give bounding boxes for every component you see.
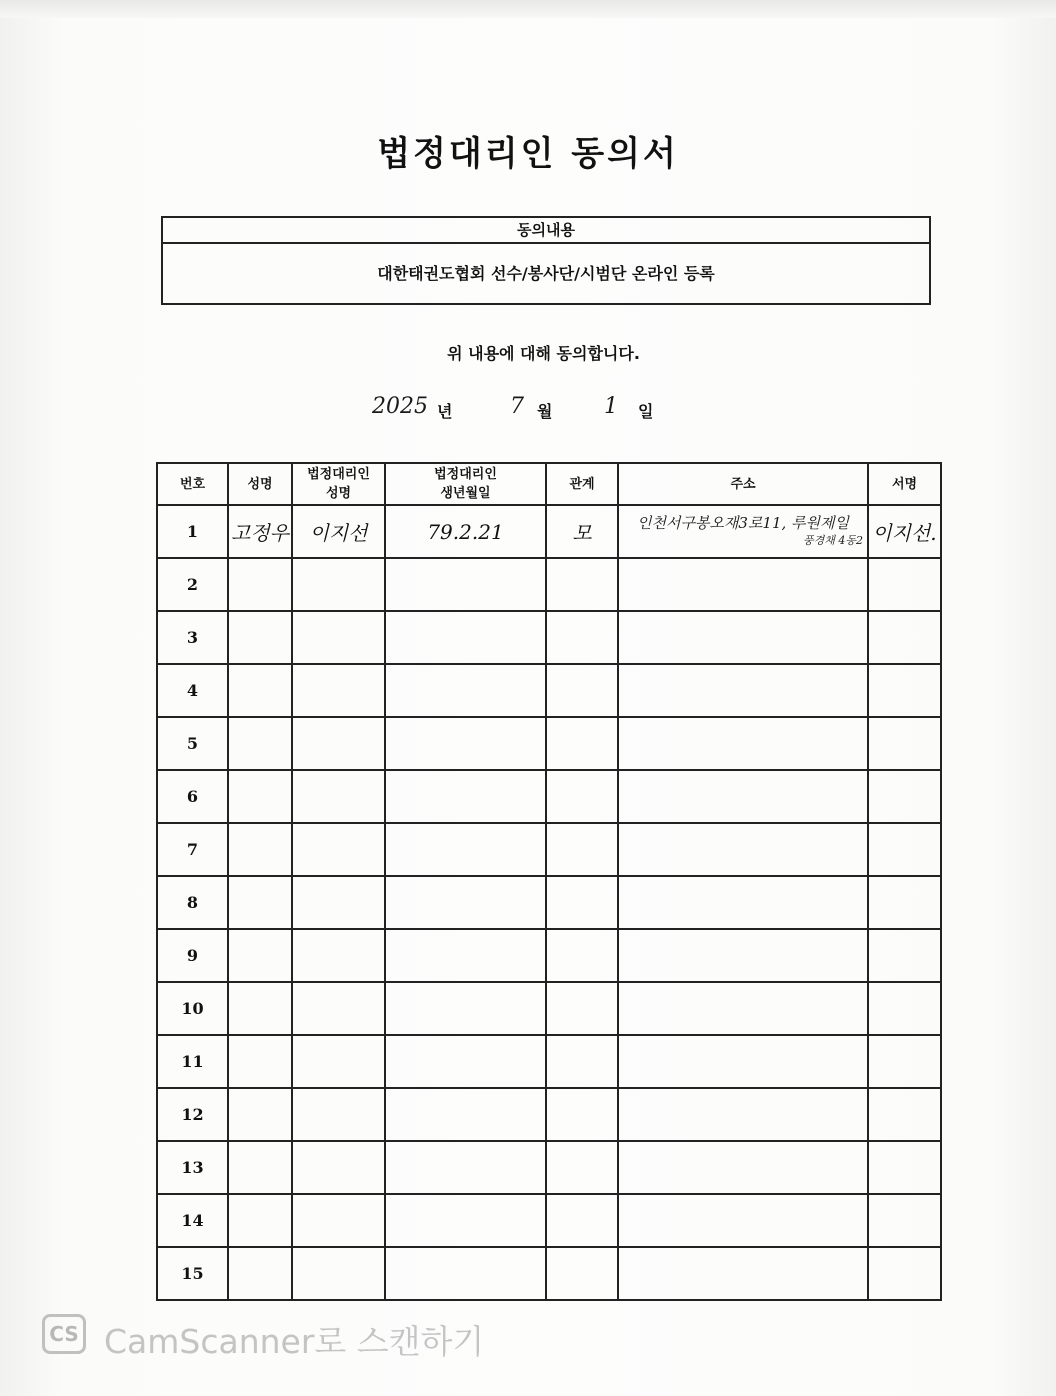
cell-name <box>228 876 292 929</box>
header-relation: 관계 <box>546 463 618 505</box>
cell-name <box>228 717 292 770</box>
cell-guardian-name <box>292 1247 385 1300</box>
cell-guardian-name <box>292 1035 385 1088</box>
row-number: 12 <box>157 1088 228 1141</box>
cell-address <box>618 770 868 823</box>
cell-name <box>228 770 292 823</box>
cell-address <box>618 505 868 558</box>
cell-guardian-birth <box>385 982 546 1035</box>
cell-name <box>228 558 292 611</box>
cell-signature <box>868 770 941 823</box>
row-number: 11 <box>157 1035 228 1088</box>
table-row <box>157 876 941 929</box>
cell-relation <box>546 611 618 664</box>
date-day: 1 <box>604 394 618 419</box>
cell-guardian-name <box>292 823 385 876</box>
date-year: 2025 <box>372 394 428 419</box>
cell-relation <box>546 717 618 770</box>
row-number: 4 <box>157 664 228 717</box>
row-number: 6 <box>157 770 228 823</box>
camscanner-text: CamScanner로 스캔하기 <box>104 1322 485 1361</box>
cell-address <box>618 717 868 770</box>
row-number: 15 <box>157 1247 228 1300</box>
document-title: 법정대리인 동의서 <box>377 134 679 174</box>
table-row <box>157 929 941 982</box>
cell-signature <box>868 558 941 611</box>
row-number: 8 <box>157 876 228 929</box>
address-line-1: 인천서구봉오재3로11, 루원제일 <box>636 513 850 532</box>
header-signature: 서명 <box>868 463 941 505</box>
cell-relation <box>546 770 618 823</box>
row-number: 10 <box>157 982 228 1035</box>
table-row <box>157 982 941 1035</box>
cell-address <box>618 558 868 611</box>
table-row <box>157 558 941 611</box>
cell-name <box>228 611 292 664</box>
cell-signature <box>868 1035 941 1088</box>
cell-name: 고정우 <box>228 505 292 558</box>
row-number: 2 <box>157 558 228 611</box>
cell-name <box>228 823 292 876</box>
date-day-label: 일 <box>638 402 654 421</box>
cell-guardian-birth <box>385 611 546 664</box>
cell-name <box>228 1247 292 1300</box>
cell-guardian-birth <box>385 558 546 611</box>
cell-guardian-birth <box>385 1141 546 1194</box>
cell-address <box>618 982 868 1035</box>
date-year-label: 년 <box>437 402 453 421</box>
cell-relation <box>546 1035 618 1088</box>
cell-name <box>228 1088 292 1141</box>
cell-signature <box>868 929 941 982</box>
cell-guardian-birth <box>385 1247 546 1300</box>
cell-name <box>228 1194 292 1247</box>
cell-guardian-name <box>292 982 385 1035</box>
camscanner-logo-icon: CS <box>42 1314 86 1354</box>
cell-name <box>228 1035 292 1088</box>
cell-relation <box>546 664 618 717</box>
table-row <box>157 664 941 717</box>
cell-guardian-birth <box>385 1088 546 1141</box>
cell-relation <box>546 982 618 1035</box>
cell-guardian-birth <box>385 876 546 929</box>
cell-relation <box>546 823 618 876</box>
consent-content-header: 동의내용 <box>163 218 929 244</box>
date-month: 7 <box>510 394 524 419</box>
cell-guardian-birth <box>385 929 546 982</box>
cell-guardian-birth <box>385 823 546 876</box>
cell-signature <box>868 1088 941 1141</box>
header-address: 주소 <box>618 463 868 505</box>
header-guardian-birth: 법정대리인 생년월일 <box>385 463 546 505</box>
cell-address <box>618 1035 868 1088</box>
cell-guardian-birth <box>385 770 546 823</box>
cell-address <box>618 611 868 664</box>
cell-guardian-name <box>292 1194 385 1247</box>
row-number: 9 <box>157 929 228 982</box>
cell-name <box>228 929 292 982</box>
header-no: 번호 <box>157 463 228 505</box>
cell-address <box>618 1088 868 1141</box>
cell-guardian-name <box>292 929 385 982</box>
row-number: 13 <box>157 1141 228 1194</box>
agreement-statement: 위 내용에 대해 동의합니다. <box>447 344 640 363</box>
table-row <box>157 1247 941 1300</box>
cell-signature <box>868 823 941 876</box>
cell-guardian-name <box>292 770 385 823</box>
cell-address <box>618 1247 868 1300</box>
cell-name <box>228 982 292 1035</box>
header-guardian-name: 법정대리인 성명 <box>292 463 385 505</box>
cell-address <box>618 1194 868 1247</box>
table-row <box>157 1194 941 1247</box>
cell-guardian-birth <box>385 717 546 770</box>
cell-guardian-name <box>292 611 385 664</box>
cell-guardian-name <box>292 664 385 717</box>
row-number: 14 <box>157 1194 228 1247</box>
cell-address <box>618 876 868 929</box>
cell-address <box>618 664 868 717</box>
cell-address <box>618 823 868 876</box>
address-line-2: 풍경채 4동2 <box>803 533 863 547</box>
table-row <box>157 1035 941 1088</box>
row-number: 5 <box>157 717 228 770</box>
table-row <box>157 717 941 770</box>
guardian-table <box>156 462 942 1301</box>
row-number: 3 <box>157 611 228 664</box>
cell-signature <box>868 1194 941 1247</box>
table-body <box>157 505 941 1300</box>
cell-relation <box>546 876 618 929</box>
cell-signature <box>868 611 941 664</box>
cell-signature <box>868 1141 941 1194</box>
cell-signature <box>868 1247 941 1300</box>
cell-guardian-birth <box>385 1194 546 1247</box>
cell-relation <box>546 558 618 611</box>
cell-guardian-name <box>292 876 385 929</box>
cell-relation <box>546 929 618 982</box>
cell-signature <box>868 982 941 1035</box>
row-number: 7 <box>157 823 228 876</box>
cell-guardian-birth <box>385 664 546 717</box>
cell-guardian-birth: 79.2.21 <box>385 505 546 558</box>
cell-signature <box>868 717 941 770</box>
table-row <box>157 823 941 876</box>
cell-guardian-name: 이지선 <box>292 505 385 558</box>
scan-top-edge <box>0 0 1056 18</box>
cell-signature <box>868 664 941 717</box>
cell-relation <box>546 1247 618 1300</box>
row-number: 1 <box>157 505 228 558</box>
cell-guardian-name <box>292 1141 385 1194</box>
cell-signature <box>868 876 941 929</box>
cell-address <box>618 929 868 982</box>
cell-name <box>228 1141 292 1194</box>
consent-content-box <box>161 216 931 305</box>
cell-relation <box>546 1088 618 1141</box>
header-name: 성명 <box>228 463 292 505</box>
cell-signature: 이지선. <box>868 505 941 558</box>
table-row <box>157 1088 941 1141</box>
cell-guardian-name <box>292 717 385 770</box>
cell-relation: 모 <box>546 505 618 558</box>
table-row <box>157 1141 941 1194</box>
table-row <box>157 611 941 664</box>
table-row <box>157 770 941 823</box>
cell-relation <box>546 1194 618 1247</box>
table-row <box>157 505 941 558</box>
table-header-row <box>157 463 941 505</box>
consent-content-body: 대한태권도협회 선수/봉사단/시범단 온라인 등록 <box>377 264 715 283</box>
cell-guardian-name <box>292 558 385 611</box>
cell-guardian-birth <box>385 1035 546 1088</box>
cell-name <box>228 664 292 717</box>
cell-guardian-name <box>292 1088 385 1141</box>
date-month-label: 월 <box>537 402 553 421</box>
cell-relation <box>546 1141 618 1194</box>
cell-address <box>618 1141 868 1194</box>
